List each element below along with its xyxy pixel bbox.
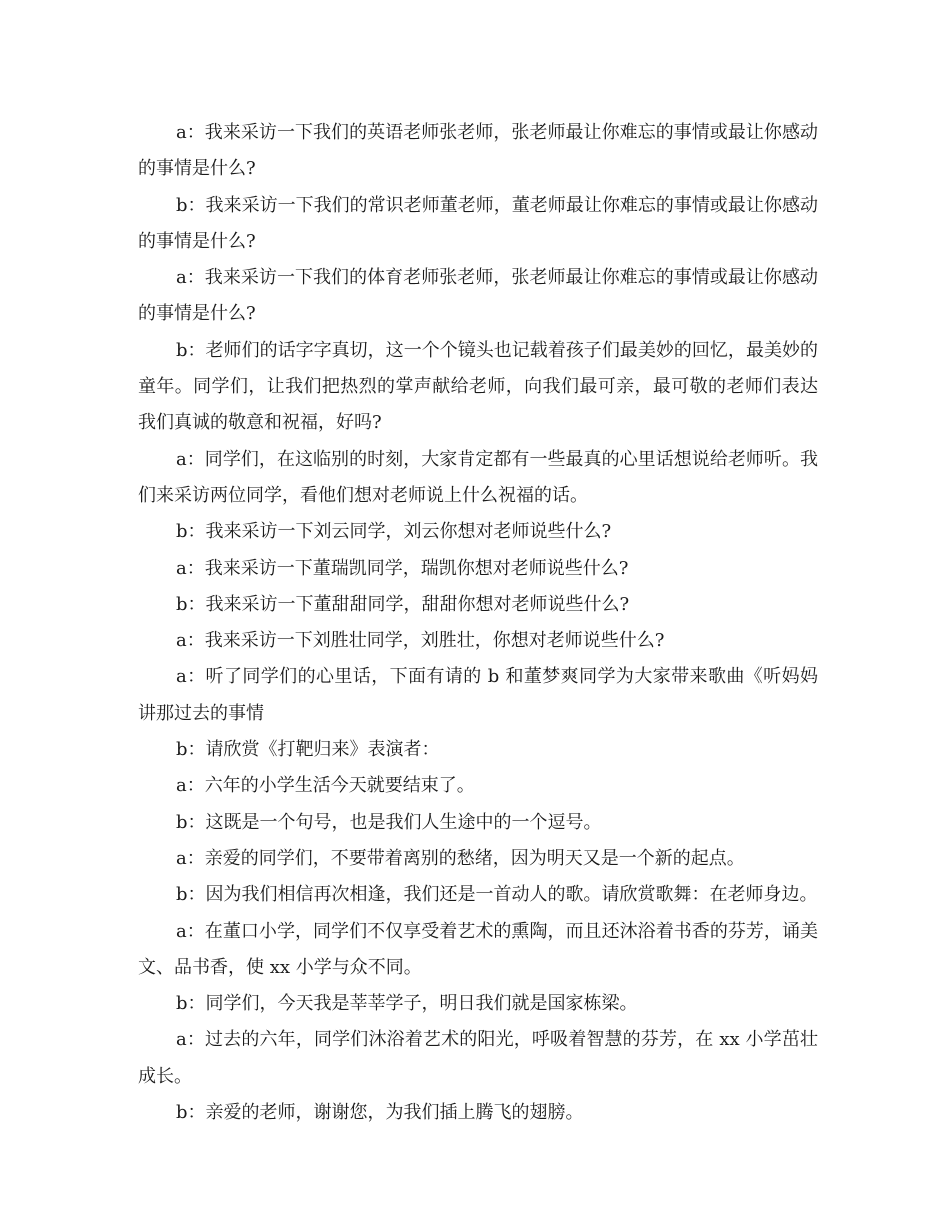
- paragraph: b：同学们，今天我是莘莘学子，明日我们就是国家栋梁。: [176, 993, 638, 1015]
- paragraph: a：我来采访一下我们的英语老师张老师，张老师最让你难忘的事情或最让你感动的事情是什么?: [138, 122, 818, 180]
- paragraph: a：过去的六年，同学们沐浴着艺术的阳光，呼吸着智慧的芬芳，在 xx 小学茁壮成长。: [138, 1029, 818, 1087]
- paragraph: b：请欣赏《打靶归来》表演者：: [176, 739, 440, 761]
- paragraph: b：这既是一个句号，也是我们人生途中的一个逗号。: [176, 811, 602, 833]
- paragraph: a：我来采访一下刘胜壮同学，刘胜壮，你想对老师说些什么?: [176, 630, 665, 652]
- paragraph: b：老师们的话字字真切，这一个个镜头也记载着孩子们最美妙的回忆，最美妙的童年。同学们，让我们把热烈的掌声献给老师，向我们最可亲，最可敬的老师们表达我们真诚的敬意和祝福，好吗?: [138, 339, 818, 434]
- paragraph: a：同学们，在这临别的时刻，大家肯定都有一些最真的心里话想说给老师听。我们来采访两位同学，看他们想对老师说上什么祝福的话。: [138, 448, 818, 506]
- paragraph: a：在董口小学，同学们不仅享受着艺术的熏陶，而且还沐浴着书香的芬芳，诵美文、品书香，使 xx 小学与众不同。: [138, 920, 818, 978]
- paragraph: b：我来采访一下我们的常识老师董老师，董老师最让你难忘的事情或最让你感动的事情是什么?: [138, 194, 818, 252]
- paragraph: a：我来采访一下董瑞凯同学，瑞凯你想对老师说些什么?: [176, 557, 629, 579]
- paragraph: b：因为我们相信再次相逢，我们还是一首动人的歌。请欣赏歌舞：在老师身边。: [176, 884, 818, 906]
- paragraph: b：我来采访一下刘云同学，刘云你想对老师说些什么?: [176, 521, 612, 543]
- paragraph: a：我来采访一下我们的体育老师张老师，张老师最让你难忘的事情或最让你感动的事情是什么?: [138, 267, 818, 325]
- paragraph: b：亲爱的老师，谢谢您，为我们插上腾飞的翅膀。: [176, 1102, 584, 1124]
- paragraph: a：亲爱的同学们，不要带着离别的愁绪，因为明天又是一个新的起点。: [176, 847, 745, 869]
- paragraph: b：我来采访一下董甜甜同学，甜甜你想对老师说些什么?: [176, 593, 630, 615]
- paragraph: a：六年的小学生活今天就要结束了。: [176, 775, 475, 797]
- document-body: [138, 115, 818, 1131]
- paragraph: a：听了同学们的心里话，下面有请的 b 和董梦爽同学为大家带来歌曲《听妈妈讲那过去的事情: [138, 666, 818, 724]
